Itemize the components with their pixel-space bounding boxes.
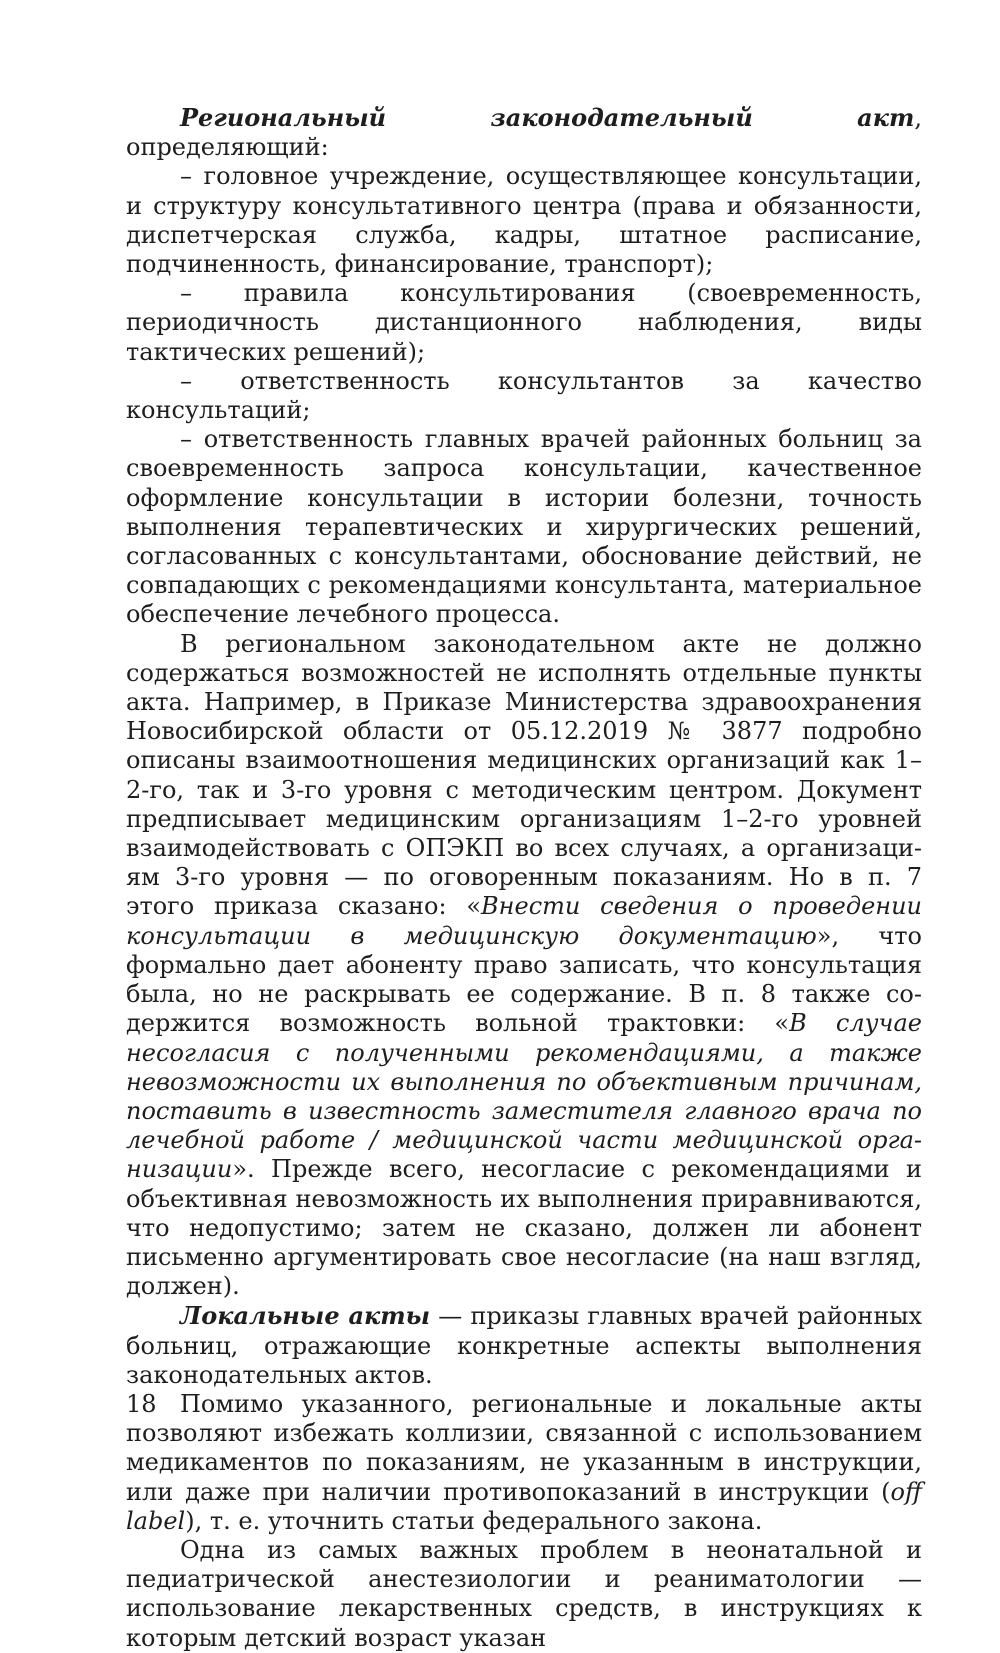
text-run: ), т. е. уточнить статьи федерального закона.: [185, 1506, 763, 1535]
text-run: В региональном законодательном акте не должно содержаться возможностей не исполнять отдельные пункты акта. Например, в Приказе Министерства здравоохранения Новосибирской области от 05.12.2019 № 3877 подробно описаны взаимоотношения медицинских организаций как 1–2-го, так и 3-го уровня с методическим центром. Документ предписывает медицинским организациям 1–2-го уровней взаимодействовать с ОПЭКП во всех случаях, а организациям 3-го уровня — по оговоренным показаниям. Но в п. 7 этого приказа сказано: «: [126, 629, 922, 921]
text-run: – головное учреждение, осуществляющее консультации, и структуру консультативного центра (права и обязанности, диспетчерская служба, кадры, штатное расписание, подчиненность, финансирование, транспорт);: [126, 162, 922, 279]
text-run: – ответственность главных врачей районных больниц за своевременность запроса консультации, качественное оформление консультации в истории болезни, точность выполнения терапевтических и хирургических решений, согласованных с консультантами, обоснование действий, не совпадающих с рекомендациями консультанта, материальное обеспечение лечебного процесса.: [126, 425, 922, 629]
paragraph-list-chief-doctor-responsibility: [126, 425, 922, 629]
text-run: Помимо указанного, региональные и локальные акты позволяют избежать коллизии, связанной с использованием медикаментов по показаниям, не указанным в инструкции, или даже при наличии противопоказаний в инструкции (: [126, 1389, 922, 1506]
paragraph-list-consulting-rules: [126, 279, 922, 367]
text-run: Одна из самых важных проблем в неонатальной и педиатрической анестезиологии и реаниматологии — использование лекарственных средств, в инструкциях к которым детский возраст указан: [126, 1535, 922, 1652]
paragraph-list-consultant-responsibility: [126, 367, 922, 425]
text-run: , определяющий:: [126, 104, 922, 162]
paragraph-pediatric-drugs: [126, 1536, 922, 1653]
italic-quote: Внести сведения о проведении консультации в медицинскую документацию: [126, 892, 922, 950]
paragraph-list-head-institution: [126, 162, 922, 279]
bold-italic-term: Локальные акты: [180, 1301, 431, 1331]
italic-quote: off label: [126, 1477, 922, 1535]
bold-italic-term: Региональный законодательный акт: [180, 103, 915, 132]
page-number: 18: [126, 1390, 157, 1418]
body-text: [126, 103, 922, 1653]
paragraph-regional-act-loopholes: [126, 630, 922, 1302]
paragraph-local-acts: [126, 1301, 922, 1390]
text-run: – ответственность консультантов за качество консультаций;: [126, 366, 922, 425]
text-run: ». Прежде всего, несогласие с рекомендациями и объективная невозможность их выполнения приравниваются, что недопустимо; затем не сказано, должен ли абонент письменно аргументировать свое несогласие (на наш взгляд, должен).: [126, 1155, 922, 1301]
paragraph-regional-act-intro: [126, 103, 922, 162]
text-run: », что формально дает абоненту право записать, что консультация была, но не раскрывать ее содержание. В п. 8 также содержится возможность вольной трактовки: «: [126, 921, 922, 1038]
text-run: — приказы главных врачей районных больниц, отражающие конкретные аспекты выполнения законодательных актов.: [126, 1302, 922, 1389]
text-run: – правила консультирования (своевременность, периодичность дистанционного наблюдения, виды тактических решений);: [126, 279, 922, 366]
italic-quote: В случае несогласия с полученными рекомендациями, а также невозможности их выполнения по объективным причинам, поставить в известность заместителя главного врача по лечебной работе / медицинской части медицинской организации: [126, 1009, 923, 1184]
paragraph-off-label: [126, 1390, 922, 1536]
